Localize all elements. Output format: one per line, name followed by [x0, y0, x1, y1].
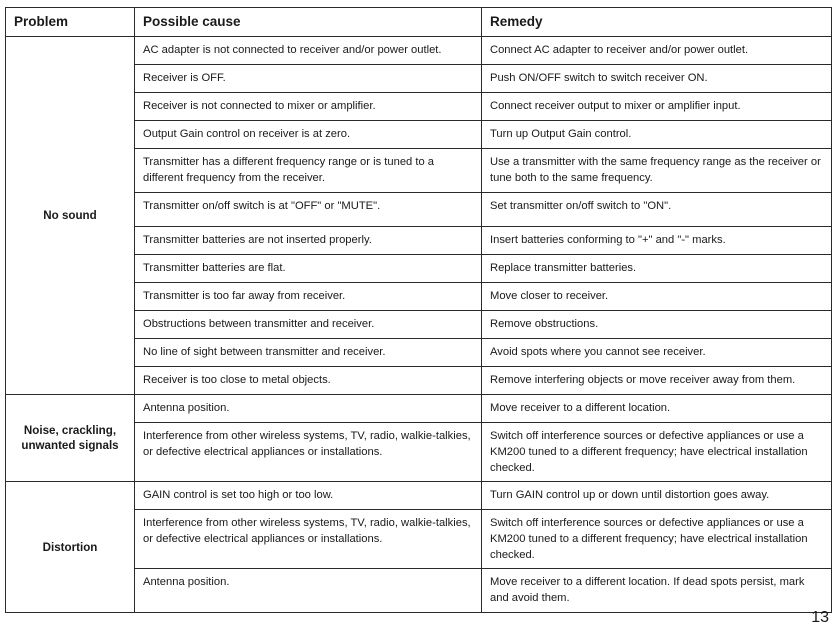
table-row: [6, 37, 832, 65]
cause-cell: Transmitter on/off switch is at "OFF" or "MUTE".: [135, 193, 482, 227]
remedy-cell: Move receiver to a different location. If dead spots persist, mark and avoid them.: [482, 569, 832, 613]
header-problem: Problem: [6, 8, 135, 37]
remedy-cell: Move receiver to a different location.: [482, 395, 832, 423]
remedy-cell: Insert batteries conforming to "+" and "-" marks.: [482, 227, 832, 255]
remedy-cell: Connect receiver output to mixer or amplifier input.: [482, 93, 832, 121]
troubleshooting-table: [5, 7, 832, 613]
problem-distortion: Distortion: [6, 482, 135, 613]
remedy-cell: Turn GAIN control up or down until distortion goes away.: [482, 482, 832, 510]
remedy-cell: Remove interfering objects or move receiver away from them.: [482, 367, 832, 395]
remedy-cell: Set transmitter on/off switch to "ON".: [482, 193, 832, 227]
remedy-cell: Push ON/OFF switch to switch receiver ON.: [482, 65, 832, 93]
header-remedy: Remedy: [482, 8, 832, 37]
cause-cell: Transmitter is too far away from receiver.: [135, 283, 482, 311]
cause-cell: Receiver is not connected to mixer or amplifier.: [135, 93, 482, 121]
cause-cell: AC adapter is not connected to receiver and/or power outlet.: [135, 37, 482, 65]
remedy-cell: Switch off interference sources or defective appliances or use a KM200 tuned to a different frequency; have electrical installation checked.: [482, 510, 832, 569]
cause-cell: Output Gain control on receiver is at zero.: [135, 121, 482, 149]
table-row: [6, 395, 832, 423]
cause-cell: Receiver is OFF.: [135, 65, 482, 93]
cause-cell: Transmitter batteries are not inserted properly.: [135, 227, 482, 255]
cause-cell: No line of sight between transmitter and receiver.: [135, 339, 482, 367]
remedy-cell: Remove obstructions.: [482, 311, 832, 339]
cause-cell: Interference from other wireless systems, TV, radio, walkie-talkies, or defective electrical appliances or installations.: [135, 423, 482, 482]
cause-cell: Transmitter batteries are flat.: [135, 255, 482, 283]
remedy-cell: Use a transmitter with the same frequency range as the receiver or tune both to the same frequency.: [482, 149, 832, 193]
problem-noise: Noise, crackling, unwanted signals: [6, 395, 135, 482]
cause-cell: Receiver is too close to metal objects.: [135, 367, 482, 395]
cause-cell: Antenna position.: [135, 395, 482, 423]
remedy-cell: Switch off interference sources or defective appliances or use a KM200 tuned to a different frequency; have electrical installation checked.: [482, 423, 832, 482]
cause-cell: GAIN control is set too high or too low.: [135, 482, 482, 510]
remedy-cell: Connect AC adapter to receiver and/or power outlet.: [482, 37, 832, 65]
cause-cell: Interference from other wireless systems, TV, radio, walkie-talkies, or defective electrical appliances or installations.: [135, 510, 482, 569]
cause-cell: Obstructions between transmitter and receiver.: [135, 311, 482, 339]
cause-cell: Transmitter has a different frequency range or is tuned to a different frequency from the receiver.: [135, 149, 482, 193]
header-row: [6, 8, 832, 37]
remedy-cell: Avoid spots where you cannot see receiver.: [482, 339, 832, 367]
cause-cell: Antenna position.: [135, 569, 482, 613]
problem-no-sound: No sound: [6, 37, 135, 395]
remedy-cell: Move closer to receiver.: [482, 283, 832, 311]
page-number: 13: [811, 609, 829, 626]
remedy-cell: Replace transmitter batteries.: [482, 255, 832, 283]
header-cause: Possible cause: [135, 8, 482, 37]
remedy-cell: Turn up Output Gain control.: [482, 121, 832, 149]
table-row: [6, 482, 832, 510]
